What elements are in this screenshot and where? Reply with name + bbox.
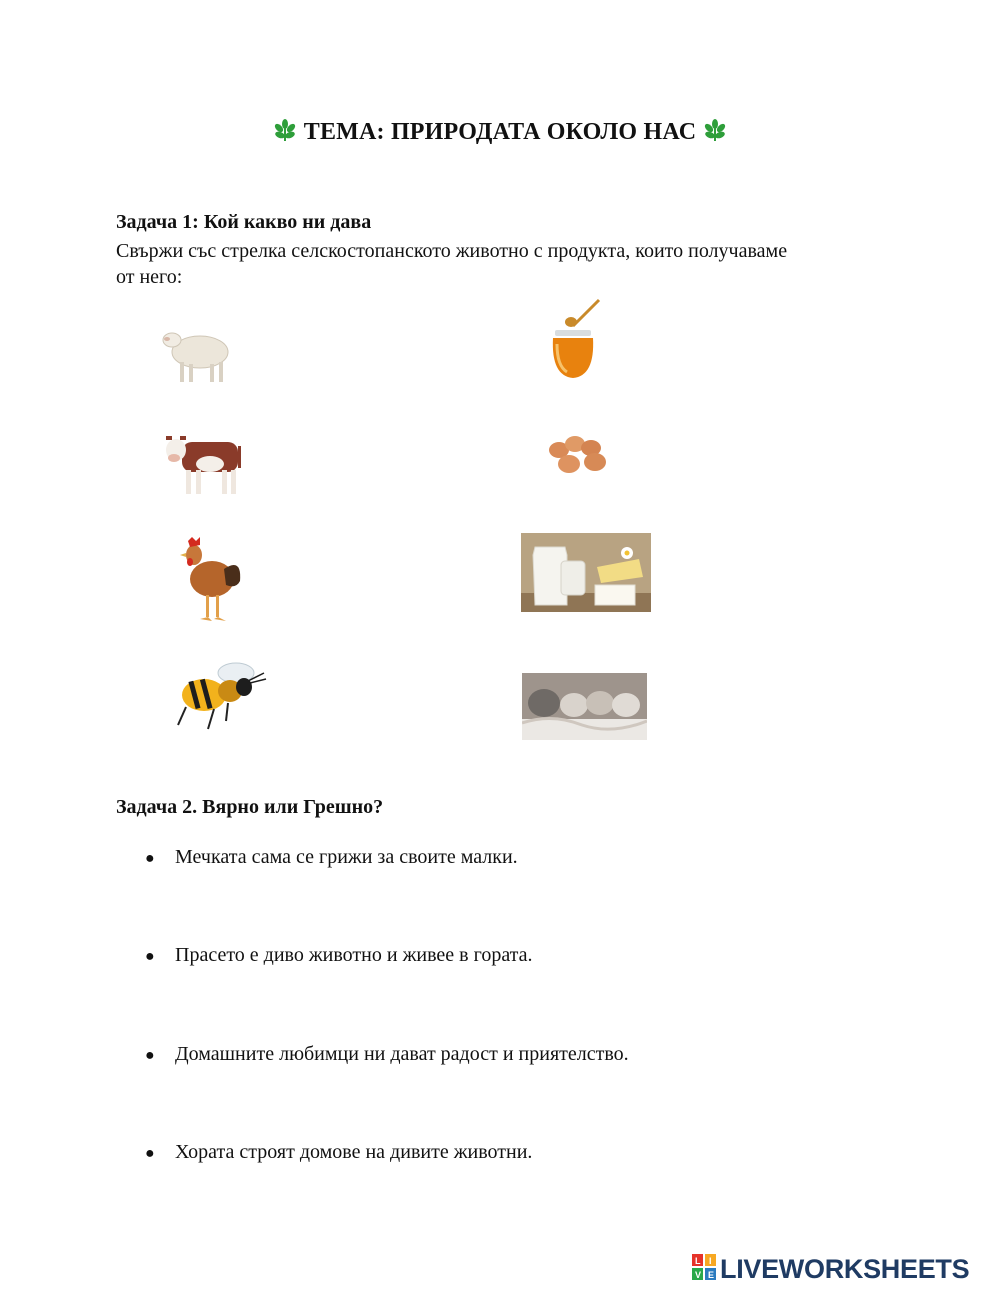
logo-letter: L [695, 1255, 701, 1266]
statement-text: Хората строят домове на дивите животни. [175, 1141, 533, 1163]
task2-heading: Задача 2. Вярно или Грешно? [116, 796, 384, 818]
eggs-image[interactable] [545, 434, 609, 483]
statement-item[interactable] [145, 846, 518, 869]
page-title [0, 118, 1000, 149]
statement-text: Мечката сама се грижи за своите малки. [175, 846, 518, 868]
logo-letter: I [709, 1255, 712, 1266]
statement-item[interactable] [145, 944, 533, 967]
bee-image[interactable] [174, 655, 270, 744]
milk-cheese-image[interactable] [521, 533, 651, 617]
task1-instruction: Свържи със стрелка селскостопанското животно с продукта, които получаваме от него: [116, 240, 788, 288]
chicken-image[interactable] [178, 533, 246, 630]
statement-text: Прасето е диво животно и живее в гората. [175, 944, 533, 966]
bullet-icon: ● [145, 948, 155, 965]
statement-text: Домашните любимци ни дават радост и приятелство. [175, 1043, 629, 1065]
title-text: ТЕМА: ПРИРОДАТА ОКОЛО НАС [303, 119, 697, 145]
wool-image[interactable] [522, 673, 647, 745]
logo-letter: E [708, 1269, 715, 1280]
liveworksheets-logo[interactable] [692, 1254, 969, 1284]
brand-blocks-icon [692, 1254, 716, 1285]
brand-text: LIVEWORKSHEETS [720, 1253, 970, 1284]
honey-image[interactable] [545, 296, 605, 387]
cow-image[interactable] [160, 428, 248, 503]
sheep-image[interactable] [158, 318, 240, 391]
statement-item[interactable] [145, 1141, 532, 1164]
bullet-icon: ● [145, 850, 155, 867]
statement-item[interactable] [145, 1043, 629, 1066]
leaf-icon [702, 118, 728, 149]
bullet-icon: ● [145, 1145, 155, 1162]
leaf-icon [272, 118, 298, 149]
bullet-icon: ● [145, 1047, 155, 1064]
task1-heading: Задача 1: Кой какво ни дава [116, 211, 372, 233]
logo-letter: V [695, 1269, 702, 1280]
